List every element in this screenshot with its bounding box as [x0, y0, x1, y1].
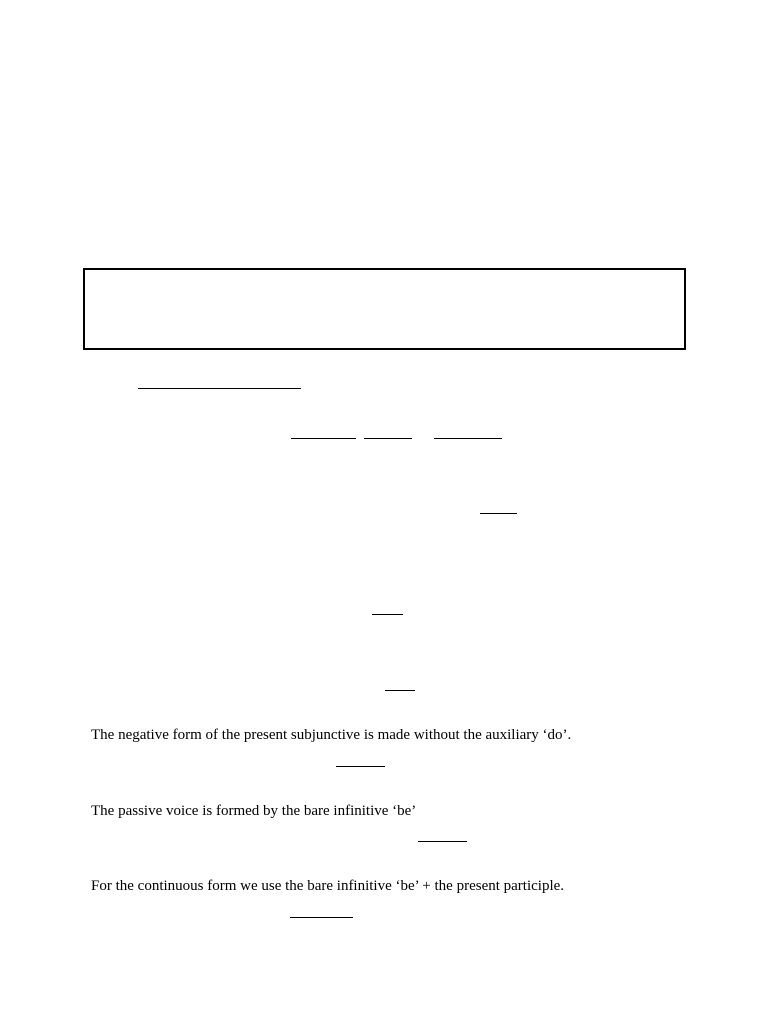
- underline-example-7: [290, 917, 353, 918]
- underline-example-6: [418, 841, 467, 842]
- underline-example-1a: [291, 438, 356, 439]
- title-box: [83, 268, 686, 350]
- underline-example-1b: [364, 438, 412, 439]
- underline-example-1c: [434, 438, 502, 439]
- paragraph-continuous-form: For the continuous form we use the bare infinitive ‘be’ + the present participle.: [91, 878, 565, 894]
- paragraph-passive-voice: The passive voice is formed by the bare infinitive ‘be’: [91, 803, 417, 819]
- underline-heading: [138, 388, 301, 389]
- underline-example-5: [336, 766, 385, 767]
- underline-example-2: [480, 513, 517, 514]
- underline-example-4: [385, 690, 415, 691]
- underline-example-3: [372, 614, 403, 615]
- paragraph-negative-form: The negative form of the present subjunctive is made without the auxiliary ‘do’.: [91, 727, 572, 743]
